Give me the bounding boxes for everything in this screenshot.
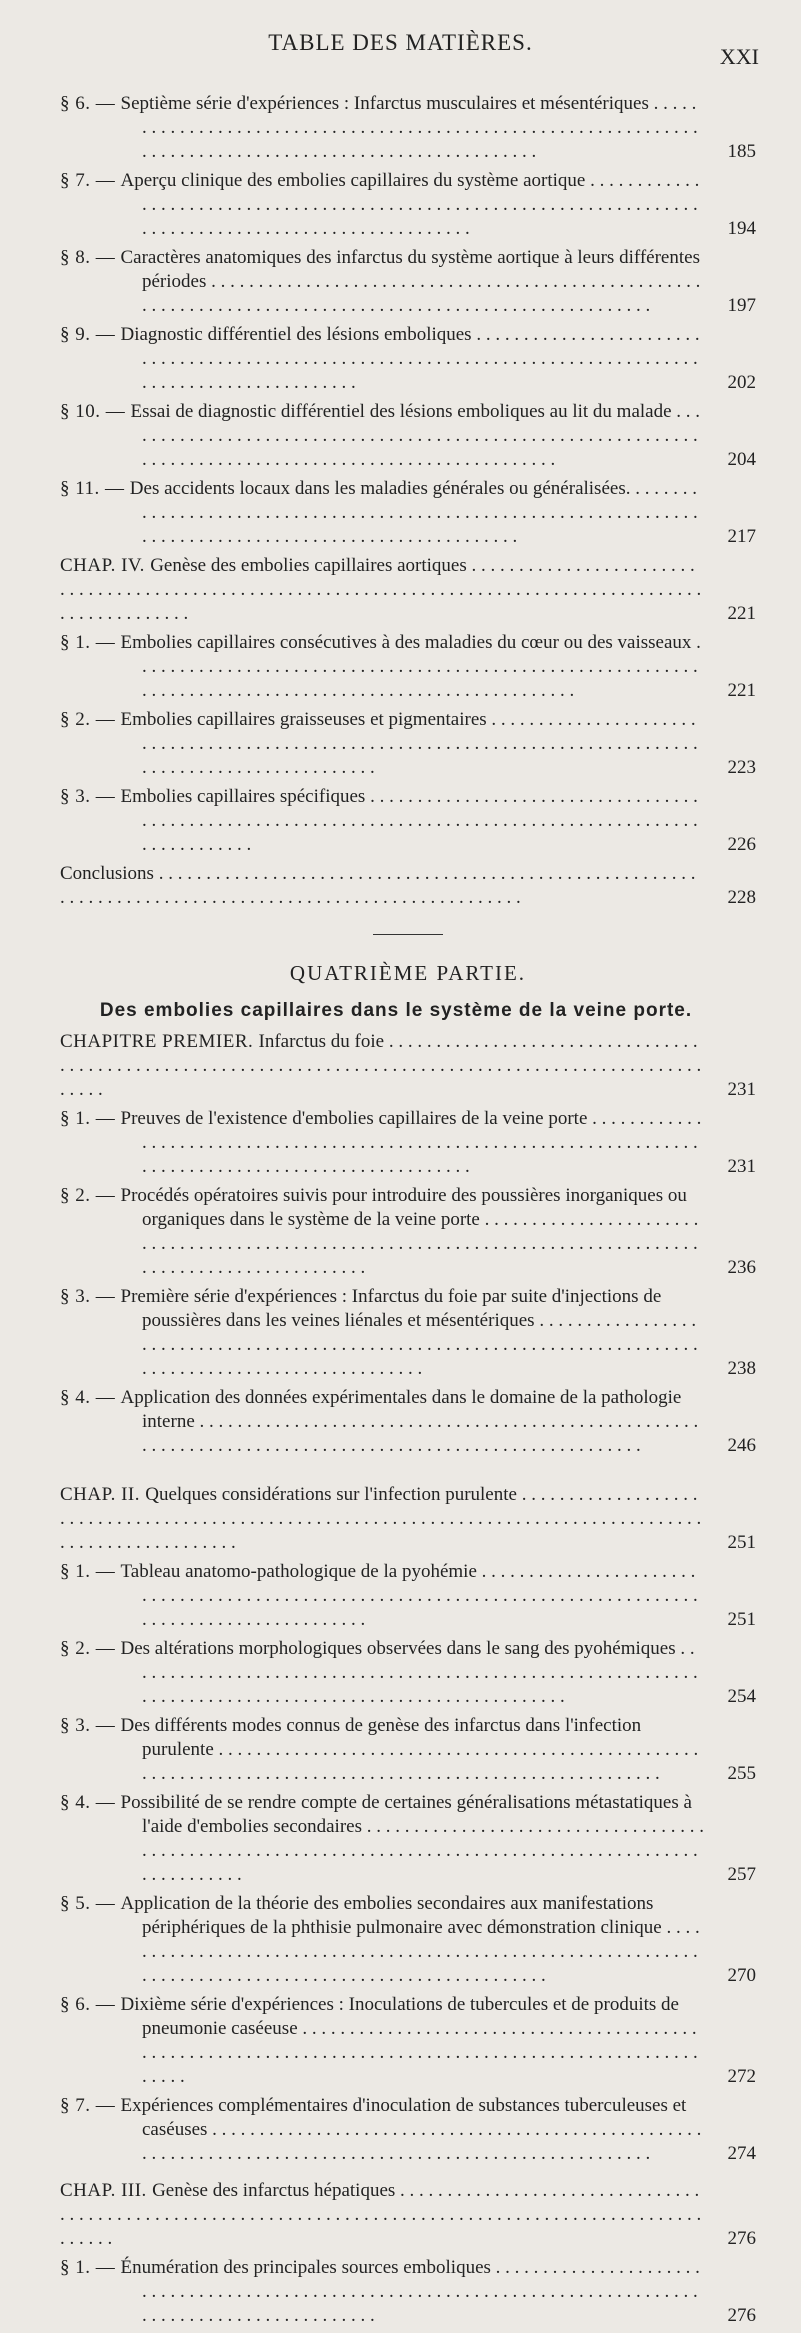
toc-entry-text	[60, 2094, 756, 2166]
toc-entry-label: § 1. —	[60, 632, 121, 653]
toc-entry-label: § 10. —	[60, 401, 131, 422]
part-title: QUATRIÈME PARTIE.	[289, 961, 527, 985]
toc-entry-page: 221	[712, 602, 756, 626]
toc-chapter-heading	[60, 1483, 756, 1555]
toc-entry-title: Caractères anatomiques des infarctus du système aortique à leurs différentes périodes	[120, 247, 700, 292]
toc-entry-label: § 1. —	[60, 1108, 121, 1129]
toc-entry-text	[60, 1285, 756, 1381]
toc-entry-text	[60, 1107, 756, 1179]
chapter-iv	[60, 554, 756, 857]
toc-entry	[60, 1285, 756, 1381]
toc-entry-text	[60, 1560, 756, 1632]
toc-entry-label: § 6. —	[60, 1994, 121, 2015]
toc-entry-title: Genèse des infarctus hépatiques	[152, 2180, 396, 2201]
toc-entry	[60, 400, 756, 472]
toc-entry	[60, 1560, 756, 1632]
toc-entry	[60, 1184, 756, 1280]
toc-entry-text	[60, 1791, 756, 1887]
table-of-contents	[60, 92, 756, 2333]
toc-entry-title: Diagnostic différentiel des lésions emboliques	[120, 324, 472, 345]
toc-entry-title: Dixième série d'expériences : Inoculations de tubercules et de produits de pneumonie caséeuse	[120, 1994, 679, 2039]
toc-entry	[60, 631, 756, 703]
toc-entry-page: 194	[712, 217, 756, 241]
toc-entry-title: Embolies capillaires graisseuses et pigmentaires	[120, 709, 487, 730]
toc-entry-text	[60, 1637, 756, 1709]
toc-chapter-heading	[60, 1030, 756, 1102]
toc-entry-label: CHAP. II.	[60, 1484, 146, 1505]
toc-entry-label: § 5. —	[60, 1893, 121, 1914]
toc-entry-label: CHAPITRE PREMIER.	[60, 1031, 259, 1052]
toc-entry-label: § 9. —	[60, 324, 121, 345]
toc-entry-label: § 3. —	[60, 786, 121, 807]
toc-entry-label: § 1. —	[60, 2257, 121, 2278]
toc-entry-page: 274	[712, 2142, 756, 2166]
toc-entry-page: 221	[712, 679, 756, 703]
toc-entry-page: 231	[712, 1155, 756, 1179]
toc-entry-text	[60, 2256, 756, 2328]
toc-entry-title: Possibilité de se rendre compte de certaines généralisations métastatiques à l'aide d'embolies secondaires	[120, 1792, 692, 1837]
toc-entry-label: § 3. —	[60, 1286, 121, 1307]
toc-entry-text	[60, 1184, 756, 1280]
toc-entry-text	[60, 1892, 756, 1988]
toc-entry-label: § 4. —	[60, 1387, 121, 1408]
toc-entry-text	[60, 246, 756, 318]
toc-entry-title: Genèse des embolies capillaires aortiques	[150, 555, 467, 576]
toc-entry-text	[60, 323, 756, 395]
page-number: XXI	[719, 44, 759, 69]
toc-entry	[60, 2094, 756, 2166]
toc-entry-text	[60, 1993, 756, 2089]
toc-entry-conclusions	[60, 862, 756, 910]
toc-entry-title: Embolies capillaires consécutives à des maladies du cœur ou des vaisseaux	[120, 632, 692, 653]
toc-entry	[60, 477, 756, 549]
toc-entry-title: Des altérations morphologiques observées dans le sang des pyohémiques	[120, 1638, 676, 1659]
toc-entry-title: Des différents modes connus de genèse des infarctus dans l'infection purulente	[120, 1715, 642, 1760]
toc-entry-page: 228	[712, 886, 756, 910]
toc-entry-page: 276	[712, 2304, 756, 2328]
toc-entry-text	[60, 554, 756, 626]
toc-entry	[60, 169, 756, 241]
toc-entry	[60, 1107, 756, 1179]
toc-entry-page: 251	[712, 1608, 756, 1632]
toc-entry-page: 272	[712, 2065, 756, 2089]
toc-entry-title: Expériences complémentaires d'inoculation de substances tuberculeuses et caséuses	[120, 2095, 687, 2140]
part-subtitle: Des embolies capillaires dans le système de la veine porte.	[99, 1000, 693, 1021]
toc-entry-text	[60, 1714, 756, 1786]
toc-entry-label: § 2. —	[60, 709, 121, 730]
toc-entry-text	[60, 92, 756, 164]
toc-entry-title: Aperçu clinique des embolies capillaires du système aortique	[120, 170, 586, 191]
toc-entry-title: Énumération des principales sources emboliques	[120, 2257, 491, 2278]
toc-entry	[60, 1637, 756, 1709]
toc-entry-text	[60, 631, 756, 703]
toc-entry-page: 255	[712, 1762, 756, 1786]
toc-entry-text	[60, 477, 756, 549]
toc-entry-title: Embolies capillaires spécifiques	[120, 786, 366, 807]
toc-entry-text	[60, 1030, 756, 1102]
toc-entry-page: 223	[712, 756, 756, 780]
toc-entry-page: 246	[712, 1434, 756, 1458]
toc-entry-title: Infarctus du foie	[258, 1031, 385, 1052]
toc-entry-page: 251	[712, 1531, 756, 1555]
toc-entry-label: § 7. —	[60, 170, 121, 191]
toc-entry-title: Septième série d'expériences : Infarctus musculaires et mésentériques	[120, 93, 649, 114]
toc-entry-text	[60, 169, 756, 241]
toc-entry-label: § 11. —	[60, 478, 130, 499]
toc-entry-page: 270	[712, 1964, 756, 1988]
toc-entry	[60, 1791, 756, 1887]
toc-entry-page: 236	[712, 1256, 756, 1280]
toc-entry-page: 204	[712, 448, 756, 472]
toc-chapter-heading	[60, 554, 756, 626]
toc-entry-label: § 8. —	[60, 247, 121, 268]
toc-entry-page: 185	[712, 140, 756, 164]
toc-entry-text	[60, 1483, 756, 1555]
toc-entry-page: 197	[712, 294, 756, 318]
chapter-iii	[60, 2179, 756, 2328]
toc-entry-text	[60, 708, 756, 780]
toc-entry-text	[60, 400, 756, 472]
toc-entry-label: § 3. —	[60, 1715, 121, 1736]
toc-entry-text: Conclusions . . .	[60, 862, 756, 910]
toc-entry-page: 238	[712, 1357, 756, 1381]
toc-entry-label: § 6. —	[60, 93, 121, 114]
toc-entry-page: 226	[712, 833, 756, 857]
toc-entry-label: § 1. —	[60, 1561, 121, 1582]
toc-entry	[60, 708, 756, 780]
toc-entry	[60, 1892, 756, 1988]
toc-entry-page: 202	[712, 371, 756, 395]
toc-entry-title: Tableau anatomo-pathologique de la pyohémie	[120, 1561, 477, 1582]
toc-entry-title: Essai de diagnostic différentiel des lésions emboliques au lit du malade	[130, 401, 672, 422]
toc-entry-label: CHAP. IV.	[60, 555, 151, 576]
toc-entry-page: 254	[712, 1685, 756, 1709]
toc-entry-text	[60, 2179, 756, 2251]
toc-chapter-heading	[60, 2179, 756, 2251]
running-header: TABLE DES MATIÈRES.	[268, 30, 533, 55]
toc-entry-title: Quelques considérations sur l'infection purulente	[145, 1484, 517, 1505]
toc-entry-text	[60, 1386, 756, 1458]
toc-entry-label: § 2. —	[60, 1185, 121, 1206]
toc-entry-title: Application de la théorie des embolies secondaires aux manifestations périphériques de la phthisie pulmonaire avec démonstration clinique	[120, 1893, 662, 1938]
toc-entry	[60, 1714, 756, 1786]
toc-entry-title: Des accidents locaux dans les maladies générales ou généralisées.	[129, 478, 631, 499]
toc-entry-page: 276	[712, 2227, 756, 2251]
toc-entry-title: Application des données expérimentales dans le domaine de la pathologie interne	[120, 1387, 682, 1432]
toc-entry-page: 217	[712, 525, 756, 549]
chapter-i	[60, 1030, 756, 1458]
section-divider	[373, 934, 443, 935]
toc-entry	[60, 1993, 756, 2089]
toc-entry-label: § 4. —	[60, 1792, 121, 1813]
section-part-three-end	[60, 92, 756, 549]
toc-entry-title: Preuves de l'existence d'embolies capillaires de la veine porte	[120, 1108, 588, 1129]
toc-entry	[60, 2256, 756, 2328]
toc-entry-label: § 2. —	[60, 1638, 121, 1659]
toc-entry-page: 231	[712, 1078, 756, 1102]
toc-entry	[60, 246, 756, 318]
toc-entry-text	[60, 785, 756, 857]
toc-entry	[60, 785, 756, 857]
toc-entry	[60, 323, 756, 395]
toc-entry	[60, 1386, 756, 1458]
toc-entry-title: Première série d'expériences : Infarctus du foie par suite d'injections de poussières dans les veines liénales et mésentériques	[120, 1286, 662, 1331]
toc-entry-label: § 7. —	[60, 2095, 121, 2116]
toc-entry-label: CHAP. III.	[60, 2180, 153, 2201]
toc-entry-title: Procédés opératoires suivis pour introduire des poussières inorganiques ou organiques dans le système de la veine porte	[120, 1185, 687, 1230]
chapter-ii	[60, 1483, 756, 2166]
toc-entry-page: 257	[712, 1863, 756, 1887]
toc-entry	[60, 92, 756, 164]
